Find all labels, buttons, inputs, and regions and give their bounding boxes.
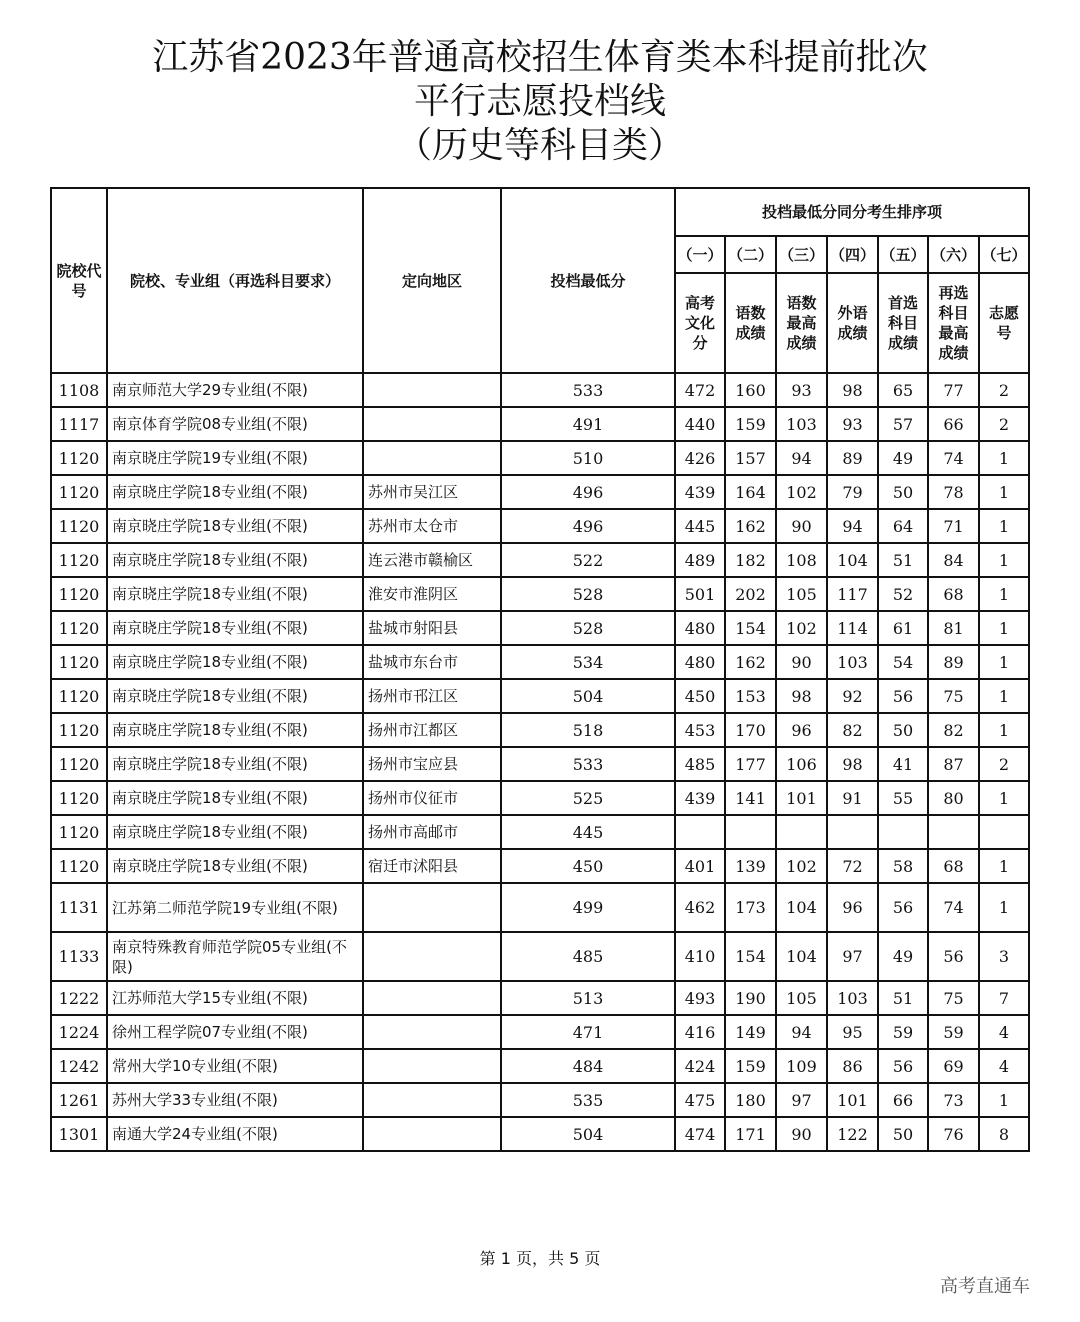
tiebreak-value-4: 101 <box>827 1083 878 1117</box>
tiebreak-value-2: 182 <box>725 543 776 577</box>
table-row <box>51 713 1029 747</box>
target-region: 连云港市赣榆区 <box>363 543 501 577</box>
header-min-score: 投档最低分 <box>501 188 675 373</box>
target-region: 扬州市仪征市 <box>363 781 501 815</box>
tiebreak-value-3: 102 <box>776 475 827 509</box>
tiebreak-value-6: 78 <box>928 475 979 509</box>
school-group-name: 南京晓庄学院19专业组(不限) <box>107 441 363 475</box>
min-score: 510 <box>501 441 675 475</box>
school-code: 1120 <box>51 679 107 713</box>
tiebreak-value-7: 1 <box>979 441 1029 475</box>
header-order-3: （三） <box>776 236 827 273</box>
min-score: 485 <box>501 932 675 981</box>
tiebreak-value-6: 68 <box>928 577 979 611</box>
school-group-name: 南京晓庄学院18专业组(不限) <box>107 475 363 509</box>
tiebreak-value-3: 104 <box>776 883 827 932</box>
tiebreak-value-6: 74 <box>928 441 979 475</box>
school-group-name: 常州大学10专业组(不限) <box>107 1049 363 1083</box>
tiebreak-value-4 <box>827 815 878 849</box>
school-code: 1120 <box>51 713 107 747</box>
page-number: 第 1 页，共 5 页 <box>479 1249 601 1268</box>
min-score: 525 <box>501 781 675 815</box>
tiebreak-value-5: 50 <box>878 475 928 509</box>
min-score: 534 <box>501 645 675 679</box>
min-score: 450 <box>501 849 675 883</box>
tiebreak-value-2: 139 <box>725 849 776 883</box>
table-row <box>51 543 1029 577</box>
min-score: 513 <box>501 981 675 1015</box>
tiebreak-value-6: 73 <box>928 1083 979 1117</box>
tiebreak-value-1: 445 <box>675 509 725 543</box>
tiebreak-value-6: 66 <box>928 407 979 441</box>
tiebreak-value-7: 3 <box>979 932 1029 981</box>
header-sub-4: 外语成绩 <box>827 273 878 373</box>
tiebreak-value-2: 149 <box>725 1015 776 1049</box>
school-group-name: 徐州工程学院07专业组(不限) <box>107 1015 363 1049</box>
target-region: 扬州市邗江区 <box>363 679 501 713</box>
tiebreak-value-4: 94 <box>827 509 878 543</box>
school-code: 1120 <box>51 611 107 645</box>
tiebreak-value-1: 426 <box>675 441 725 475</box>
tiebreak-value-2: 153 <box>725 679 776 713</box>
school-group-name: 南京晓庄学院18专业组(不限) <box>107 543 363 577</box>
tiebreak-value-4: 92 <box>827 679 878 713</box>
tiebreak-value-3: 108 <box>776 543 827 577</box>
header-sub-6: 再选科目最高成绩 <box>928 273 979 373</box>
tiebreak-value-6: 87 <box>928 747 979 781</box>
tiebreak-value-7: 1 <box>979 679 1029 713</box>
header-tiebreak-group: 投档最低分同分考生排序项 <box>675 188 1029 236</box>
school-group-name: 南京晓庄学院18专业组(不限) <box>107 747 363 781</box>
tiebreak-value-4: 122 <box>827 1117 878 1151</box>
table-row <box>51 441 1029 475</box>
tiebreak-value-1: 450 <box>675 679 725 713</box>
table-row <box>51 747 1029 781</box>
table-row <box>51 679 1029 713</box>
school-code: 1120 <box>51 475 107 509</box>
school-group-name: 南京特殊教育师范学院05专业组(不限) <box>107 932 363 981</box>
tiebreak-value-6: 69 <box>928 1049 979 1083</box>
tiebreak-value-6: 68 <box>928 849 979 883</box>
tiebreak-value-6: 71 <box>928 509 979 543</box>
school-group-name: 南京晓庄学院18专业组(不限) <box>107 577 363 611</box>
tiebreak-value-2: 154 <box>725 611 776 645</box>
doc-title-line1: 江苏省2023年普通高校招生体育类本科提前批次 <box>152 37 928 78</box>
tiebreak-value-2: 164 <box>725 475 776 509</box>
tiebreak-value-7: 1 <box>979 1083 1029 1117</box>
tiebreak-value-4: 86 <box>827 1049 878 1083</box>
tiebreak-value-2: 171 <box>725 1117 776 1151</box>
tiebreak-value-1: 485 <box>675 747 725 781</box>
tiebreak-value-6: 59 <box>928 1015 979 1049</box>
school-group-name: 南京体育学院08专业组(不限) <box>107 407 363 441</box>
min-score: 518 <box>501 713 675 747</box>
tiebreak-value-3: 102 <box>776 611 827 645</box>
school-code: 1117 <box>51 407 107 441</box>
school-group-name: 南京晓庄学院18专业组(不限) <box>107 509 363 543</box>
tiebreak-value-2: 173 <box>725 883 776 932</box>
tiebreak-value-6: 74 <box>928 883 979 932</box>
tiebreak-value-5 <box>878 815 928 849</box>
tiebreak-value-5: 66 <box>878 1083 928 1117</box>
tiebreak-value-4: 98 <box>827 747 878 781</box>
tiebreak-value-5: 55 <box>878 781 928 815</box>
table-row <box>51 1015 1029 1049</box>
tiebreak-value-2: 160 <box>725 373 776 407</box>
tiebreak-value-5: 49 <box>878 441 928 475</box>
tiebreak-value-3: 102 <box>776 849 827 883</box>
school-code: 1120 <box>51 747 107 781</box>
tiebreak-value-4: 91 <box>827 781 878 815</box>
school-group-name: 江苏师范大学15专业组(不限) <box>107 981 363 1015</box>
tiebreak-value-7: 2 <box>979 407 1029 441</box>
header-sub-1: 高考文化分 <box>675 273 725 373</box>
tiebreak-value-3: 94 <box>776 441 827 475</box>
watermark: 高考直通车 <box>940 1276 1030 1297</box>
tiebreak-value-1: 440 <box>675 407 725 441</box>
tiebreak-value-5: 50 <box>878 713 928 747</box>
school-code: 1120 <box>51 543 107 577</box>
school-code: 1120 <box>51 577 107 611</box>
min-score: 528 <box>501 611 675 645</box>
min-score: 533 <box>501 373 675 407</box>
tiebreak-value-5: 57 <box>878 407 928 441</box>
tiebreak-value-7: 1 <box>979 781 1029 815</box>
tiebreak-value-7: 8 <box>979 1117 1029 1151</box>
school-code: 1242 <box>51 1049 107 1083</box>
tiebreak-value-4: 103 <box>827 981 878 1015</box>
tiebreak-value-3: 104 <box>776 932 827 981</box>
tiebreak-value-7: 7 <box>979 981 1029 1015</box>
tiebreak-value-5: 54 <box>878 645 928 679</box>
min-score: 499 <box>501 883 675 932</box>
tiebreak-value-4: 114 <box>827 611 878 645</box>
tiebreak-value-4: 95 <box>827 1015 878 1049</box>
tiebreak-value-3: 105 <box>776 981 827 1015</box>
tiebreak-value-5: 52 <box>878 577 928 611</box>
min-score: 484 <box>501 1049 675 1083</box>
target-region <box>363 1083 501 1117</box>
tiebreak-value-3: 101 <box>776 781 827 815</box>
min-score: 504 <box>501 1117 675 1151</box>
tiebreak-value-3: 105 <box>776 577 827 611</box>
header-sub-5: 首选科目成绩 <box>878 273 928 373</box>
tiebreak-value-6: 76 <box>928 1117 979 1151</box>
tiebreak-value-5: 56 <box>878 1049 928 1083</box>
tiebreak-value-1: 401 <box>675 849 725 883</box>
table-row <box>51 981 1029 1015</box>
tiebreak-value-7: 2 <box>979 747 1029 781</box>
tiebreak-value-5: 51 <box>878 543 928 577</box>
tiebreak-value-1: 472 <box>675 373 725 407</box>
tiebreak-value-3: 93 <box>776 373 827 407</box>
tiebreak-value-1: 480 <box>675 611 725 645</box>
tiebreak-value-5: 59 <box>878 1015 928 1049</box>
school-code: 1120 <box>51 645 107 679</box>
school-group-name: 苏州大学33专业组(不限) <box>107 1083 363 1117</box>
school-group-name: 南京晓庄学院18专业组(不限) <box>107 781 363 815</box>
target-region: 淮安市淮阴区 <box>363 577 501 611</box>
min-score: 471 <box>501 1015 675 1049</box>
tiebreak-value-6: 80 <box>928 781 979 815</box>
target-region <box>363 373 501 407</box>
table-row <box>51 849 1029 883</box>
table-row <box>51 509 1029 543</box>
tiebreak-value-3: 96 <box>776 713 827 747</box>
tiebreak-value-7: 4 <box>979 1049 1029 1083</box>
school-group-name: 南京师范大学29专业组(不限) <box>107 373 363 407</box>
tiebreak-value-2: 170 <box>725 713 776 747</box>
tiebreak-value-5: 56 <box>878 883 928 932</box>
tiebreak-value-3: 90 <box>776 645 827 679</box>
tiebreak-value-5: 56 <box>878 679 928 713</box>
tiebreak-value-1: 439 <box>675 475 725 509</box>
admission-score-table <box>50 187 1030 1152</box>
tiebreak-value-2: 202 <box>725 577 776 611</box>
target-region <box>363 1015 501 1049</box>
school-code: 1224 <box>51 1015 107 1049</box>
target-region: 扬州市江都区 <box>363 713 501 747</box>
tiebreak-value-6: 81 <box>928 611 979 645</box>
table-row <box>51 1049 1029 1083</box>
tiebreak-value-4: 79 <box>827 475 878 509</box>
tiebreak-value-2: 162 <box>725 645 776 679</box>
school-code: 1120 <box>51 781 107 815</box>
tiebreak-value-1: 501 <box>675 577 725 611</box>
table-row <box>51 781 1029 815</box>
table-row <box>51 611 1029 645</box>
tiebreak-value-6 <box>928 815 979 849</box>
tiebreak-value-7: 1 <box>979 509 1029 543</box>
tiebreak-value-5: 50 <box>878 1117 928 1151</box>
school-group-name: 南京晓庄学院18专业组(不限) <box>107 679 363 713</box>
tiebreak-value-7: 1 <box>979 883 1029 932</box>
tiebreak-value-3: 109 <box>776 1049 827 1083</box>
min-score: 496 <box>501 475 675 509</box>
school-group-name: 南京晓庄学院18专业组(不限) <box>107 645 363 679</box>
header-code: 院校代号 <box>51 188 107 373</box>
target-region <box>363 1049 501 1083</box>
tiebreak-value-7: 1 <box>979 645 1029 679</box>
tiebreak-value-3: 94 <box>776 1015 827 1049</box>
target-region: 盐城市射阳县 <box>363 611 501 645</box>
school-code: 1133 <box>51 932 107 981</box>
tiebreak-value-7: 1 <box>979 475 1029 509</box>
doc-title-line3: （历史等科目类） <box>395 125 684 166</box>
table-row <box>51 373 1029 407</box>
tiebreak-value-5: 61 <box>878 611 928 645</box>
header-sub-2: 语数成绩 <box>725 273 776 373</box>
school-group-name: 南通大学24专业组(不限) <box>107 1117 363 1151</box>
tiebreak-value-2: 159 <box>725 407 776 441</box>
tiebreak-value-1: 493 <box>675 981 725 1015</box>
tiebreak-value-6: 56 <box>928 932 979 981</box>
tiebreak-value-4: 97 <box>827 932 878 981</box>
tiebreak-value-3: 98 <box>776 679 827 713</box>
target-region: 宿迁市沭阳县 <box>363 849 501 883</box>
school-code: 1120 <box>51 509 107 543</box>
min-score: 491 <box>501 407 675 441</box>
tiebreak-value-6: 75 <box>928 679 979 713</box>
school-group-name: 南京晓庄学院18专业组(不限) <box>107 713 363 747</box>
tiebreak-value-1: 416 <box>675 1015 725 1049</box>
tiebreak-value-1: 453 <box>675 713 725 747</box>
header-order-1: （一） <box>675 236 725 273</box>
tiebreak-value-4: 96 <box>827 883 878 932</box>
tiebreak-value-5: 49 <box>878 932 928 981</box>
min-score: 535 <box>501 1083 675 1117</box>
school-code: 1261 <box>51 1083 107 1117</box>
target-region <box>363 441 501 475</box>
table-row <box>51 645 1029 679</box>
target-region <box>363 407 501 441</box>
school-code: 1120 <box>51 441 107 475</box>
tiebreak-value-5: 51 <box>878 981 928 1015</box>
tiebreak-value-1: 424 <box>675 1049 725 1083</box>
header-order-5: （五） <box>878 236 928 273</box>
table-row <box>51 1083 1029 1117</box>
tiebreak-value-5: 58 <box>878 849 928 883</box>
school-group-name: 南京晓庄学院18专业组(不限) <box>107 849 363 883</box>
tiebreak-value-7: 1 <box>979 543 1029 577</box>
school-group-name: 南京晓庄学院18专业组(不限) <box>107 611 363 645</box>
header-order-4: （四） <box>827 236 878 273</box>
tiebreak-value-2: 154 <box>725 932 776 981</box>
tiebreak-value-7: 1 <box>979 577 1029 611</box>
tiebreak-value-3: 103 <box>776 407 827 441</box>
header-order-6: （六） <box>928 236 979 273</box>
school-code: 1108 <box>51 373 107 407</box>
target-region: 苏州市吴江区 <box>363 475 501 509</box>
tiebreak-value-5: 41 <box>878 747 928 781</box>
tiebreak-value-5: 64 <box>878 509 928 543</box>
tiebreak-value-2 <box>725 815 776 849</box>
tiebreak-value-2: 162 <box>725 509 776 543</box>
header-order-2: （二） <box>725 236 776 273</box>
header-sub-7: 志愿号 <box>979 273 1029 373</box>
target-region: 苏州市太仓市 <box>363 509 501 543</box>
target-region: 扬州市高邮市 <box>363 815 501 849</box>
tiebreak-value-4: 89 <box>827 441 878 475</box>
tiebreak-value-2: 157 <box>725 441 776 475</box>
tiebreak-value-4: 93 <box>827 407 878 441</box>
tiebreak-value-3: 90 <box>776 1117 827 1151</box>
tiebreak-value-3: 90 <box>776 509 827 543</box>
school-code: 1301 <box>51 1117 107 1151</box>
target-region <box>363 883 501 932</box>
tiebreak-value-3: 97 <box>776 1083 827 1117</box>
min-score: 522 <box>501 543 675 577</box>
tiebreak-value-1: 410 <box>675 932 725 981</box>
min-score: 504 <box>501 679 675 713</box>
tiebreak-value-6: 89 <box>928 645 979 679</box>
tiebreak-value-4: 117 <box>827 577 878 611</box>
table-row <box>51 577 1029 611</box>
table-row <box>51 475 1029 509</box>
header-order-7: （七） <box>979 236 1029 273</box>
table-row <box>51 932 1029 981</box>
tiebreak-value-1: 462 <box>675 883 725 932</box>
tiebreak-value-6: 75 <box>928 981 979 1015</box>
target-region: 盐城市东台市 <box>363 645 501 679</box>
tiebreak-value-1: 475 <box>675 1083 725 1117</box>
min-score: 445 <box>501 815 675 849</box>
table-row <box>51 1117 1029 1151</box>
tiebreak-value-3: 106 <box>776 747 827 781</box>
table-row <box>51 407 1029 441</box>
table-row <box>51 815 1029 849</box>
target-region <box>363 932 501 981</box>
target-region: 扬州市宝应县 <box>363 747 501 781</box>
tiebreak-value-7: 2 <box>979 373 1029 407</box>
tiebreak-value-2: 141 <box>725 781 776 815</box>
tiebreak-value-1 <box>675 815 725 849</box>
tiebreak-value-3 <box>776 815 827 849</box>
table-row <box>51 883 1029 932</box>
tiebreak-value-1: 439 <box>675 781 725 815</box>
tiebreak-value-7: 4 <box>979 1015 1029 1049</box>
school-code: 1131 <box>51 883 107 932</box>
min-score: 533 <box>501 747 675 781</box>
tiebreak-value-2: 159 <box>725 1049 776 1083</box>
school-group-name: 南京晓庄学院18专业组(不限) <box>107 815 363 849</box>
tiebreak-value-2: 177 <box>725 747 776 781</box>
tiebreak-value-4: 104 <box>827 543 878 577</box>
school-code: 1120 <box>51 849 107 883</box>
tiebreak-value-6: 82 <box>928 713 979 747</box>
target-region <box>363 981 501 1015</box>
tiebreak-value-6: 84 <box>928 543 979 577</box>
header-sub-3: 语数最高成绩 <box>776 273 827 373</box>
header-name: 院校、专业组（再选科目要求） <box>107 188 363 373</box>
doc-title-line2: 平行志愿投档线 <box>413 81 666 122</box>
tiebreak-value-4: 98 <box>827 373 878 407</box>
tiebreak-value-1: 480 <box>675 645 725 679</box>
tiebreak-value-5: 65 <box>878 373 928 407</box>
tiebreak-value-7 <box>979 815 1029 849</box>
tiebreak-value-7: 1 <box>979 713 1029 747</box>
tiebreak-value-1: 489 <box>675 543 725 577</box>
target-region <box>363 1117 501 1151</box>
tiebreak-value-4: 72 <box>827 849 878 883</box>
school-code: 1222 <box>51 981 107 1015</box>
tiebreak-value-4: 103 <box>827 645 878 679</box>
tiebreak-value-2: 180 <box>725 1083 776 1117</box>
school-code: 1120 <box>51 815 107 849</box>
tiebreak-value-2: 190 <box>725 981 776 1015</box>
header-region: 定向地区 <box>363 188 501 373</box>
tiebreak-value-6: 77 <box>928 373 979 407</box>
school-group-name: 江苏第二师范学院19专业组(不限) <box>107 883 363 932</box>
tiebreak-value-7: 1 <box>979 849 1029 883</box>
min-score: 496 <box>501 509 675 543</box>
tiebreak-value-7: 1 <box>979 611 1029 645</box>
min-score: 528 <box>501 577 675 611</box>
tiebreak-value-4: 82 <box>827 713 878 747</box>
tiebreak-value-1: 474 <box>675 1117 725 1151</box>
